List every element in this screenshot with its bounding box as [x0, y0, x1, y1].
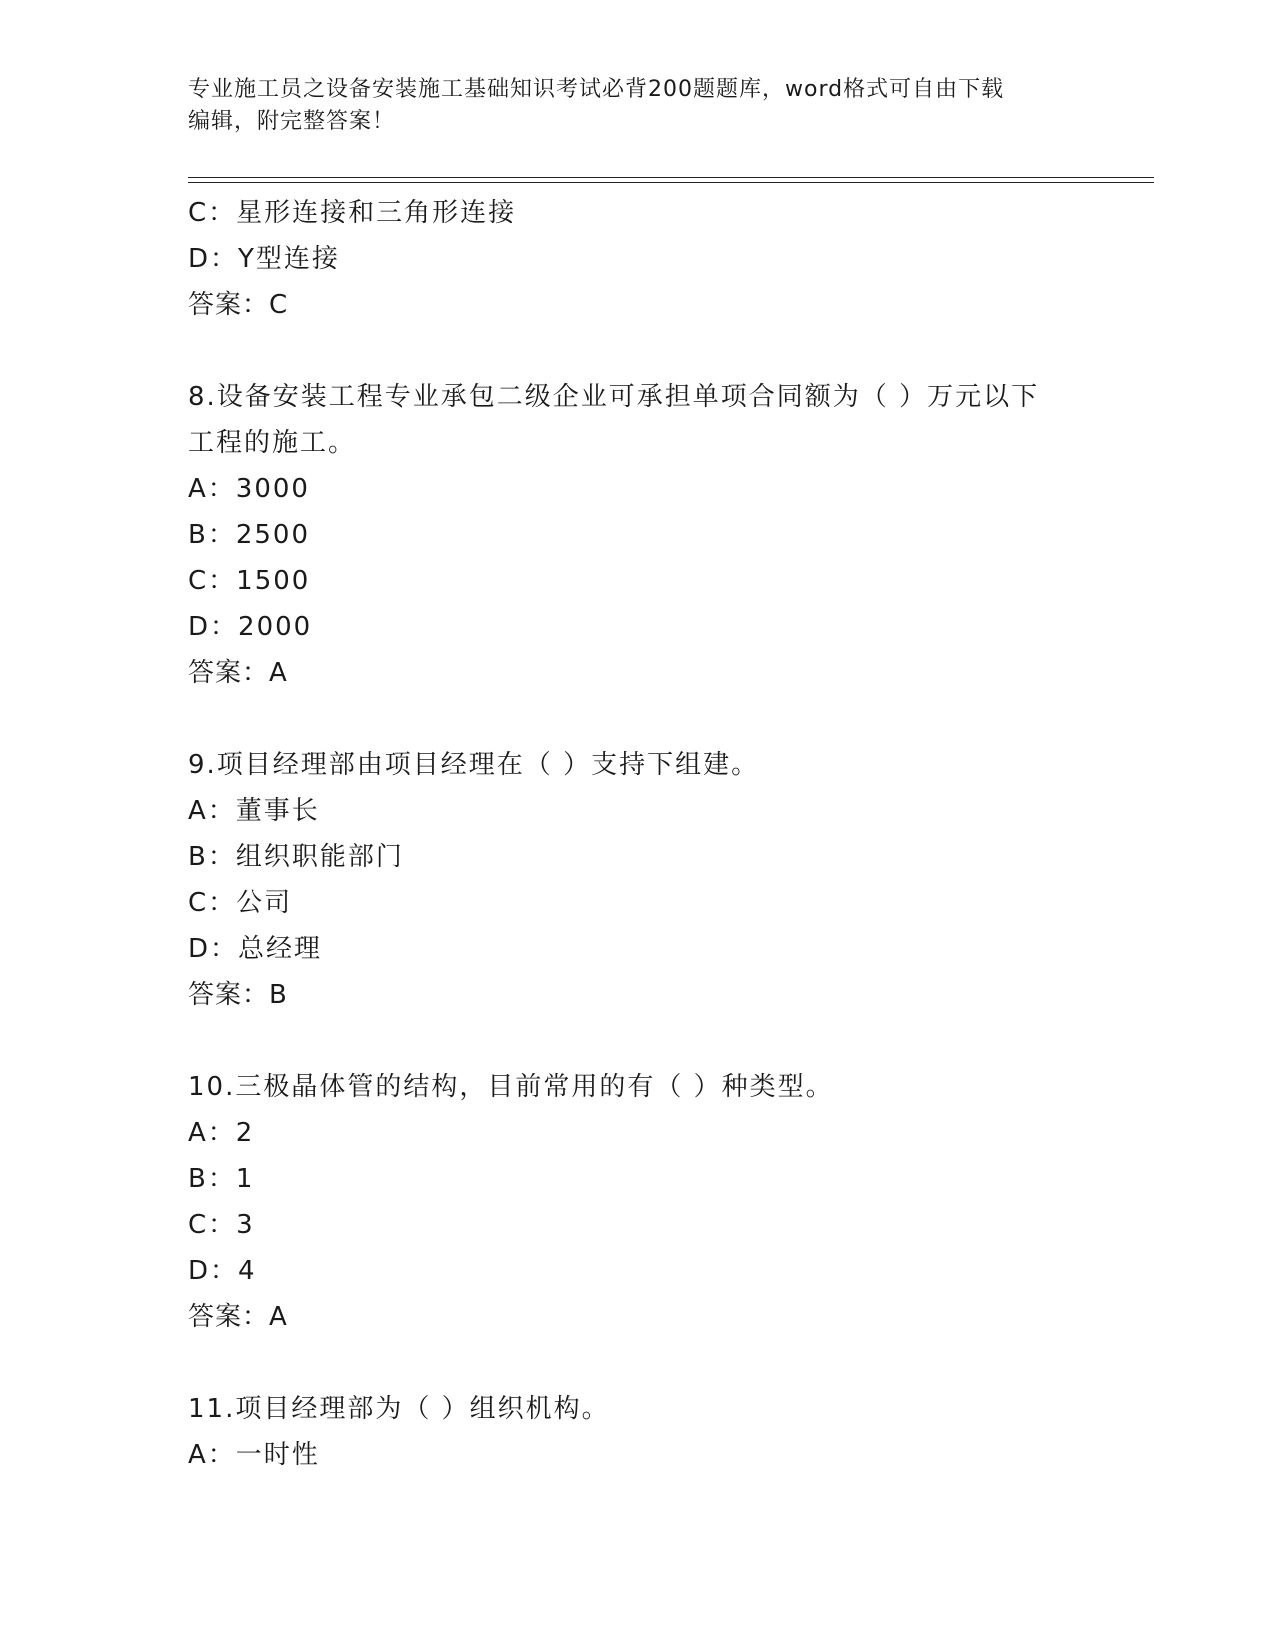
option-d: D：4	[188, 1256, 257, 1286]
answer-line: 答案：B	[188, 980, 288, 1010]
header-divider-top	[188, 177, 1154, 178]
question-stem-continued: 工程的施工。	[188, 428, 357, 458]
question-stem: 10.三极晶体管的结构，目前常用的有（ ）种类型。	[188, 1072, 834, 1102]
header-line-2: 编辑，附完整答案！	[188, 109, 396, 134]
answer-line: 答案：A	[188, 1302, 288, 1332]
document-header	[188, 74, 1068, 138]
option-b: B：2500	[188, 520, 311, 550]
option-d: D：总经理	[188, 934, 323, 964]
option-b: B：组织职能部门	[188, 842, 404, 872]
option-a: A：3000	[188, 474, 310, 504]
option-d: D：2000	[188, 612, 313, 642]
header-line-1: 专业施工员之设备安装施工基础知识考试必背200题题库，word格式可自由下载	[188, 77, 1005, 102]
answer-line: 答案：C	[188, 290, 289, 320]
option-b: B：1	[188, 1164, 255, 1194]
option-c: C：星形连接和三角形连接	[188, 198, 517, 228]
option-a: A：董事长	[188, 796, 320, 826]
option-c: C：3	[188, 1210, 255, 1240]
header-divider-bottom	[188, 182, 1154, 183]
option-c: C：公司	[188, 888, 293, 918]
question-stem: 9.项目经理部由项目经理在（ ）支持下组建。	[188, 750, 760, 780]
option-d: D：Y型连接	[188, 244, 340, 274]
option-c: C：1500	[188, 566, 311, 596]
option-a: A：2	[188, 1118, 255, 1148]
question-stem: 11.项目经理部为（ ）组织机构。	[188, 1394, 610, 1424]
answer-line: 答案：A	[188, 658, 288, 688]
question-stem: 8.设备安装工程专业承包二级企业可承担单项合同额为（ ）万元以下	[188, 382, 1040, 412]
option-a: A：一时性	[188, 1440, 320, 1470]
